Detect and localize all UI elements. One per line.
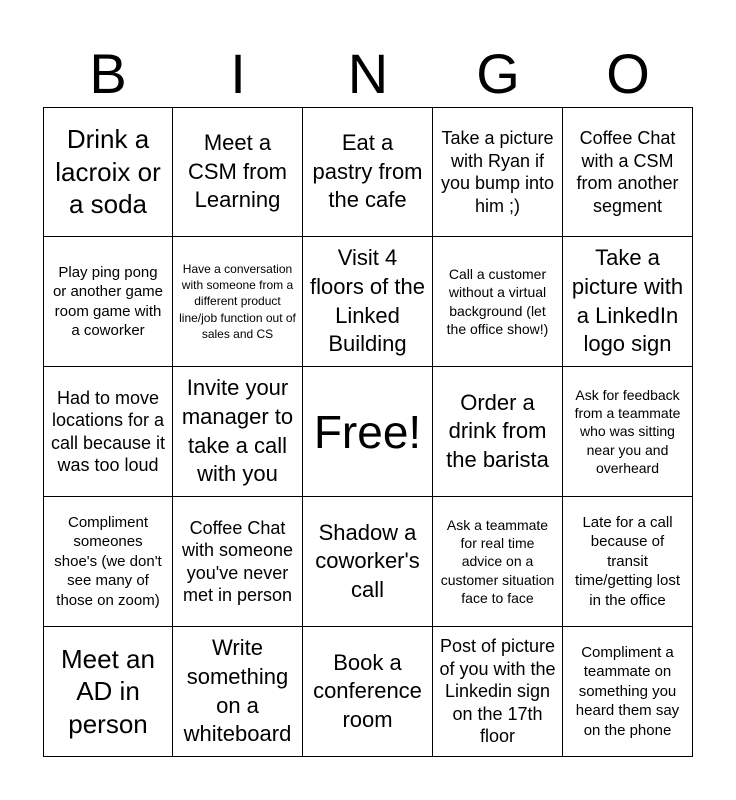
bingo-cell bbox=[173, 627, 303, 757]
bingo-cell bbox=[563, 367, 693, 497]
cell-text: Book a conference room bbox=[313, 649, 422, 732]
cell-text: Compliment a teammate on something you heard them say on the phone bbox=[575, 643, 680, 739]
cell-text: Drink a lacroix or a soda bbox=[55, 124, 161, 220]
cell-text: Coffee Chat with a CSM from another segment bbox=[576, 128, 679, 216]
bingo-cell bbox=[303, 627, 433, 757]
bingo-cell bbox=[43, 627, 173, 757]
bingo-cell bbox=[563, 627, 693, 757]
cell-text: Post of picture of you with the Linkedin sign on the 17th floor bbox=[439, 636, 556, 747]
cell-text: Ask for feedback from a teammate who was sitting near you and overheard bbox=[574, 387, 681, 476]
bingo-cell bbox=[173, 237, 303, 367]
cell-text: Take a picture with Ryan if you bump into him ;) bbox=[440, 128, 555, 216]
header-letter-o: O bbox=[606, 42, 650, 105]
free-space bbox=[303, 367, 433, 497]
bingo-header bbox=[43, 38, 693, 110]
bingo-cell bbox=[43, 237, 173, 367]
cell-text: Visit 4 floors of the Linked Building bbox=[310, 245, 425, 357]
cell-text: Ask a teammate for real time advice on a customer situation face to face bbox=[440, 517, 555, 606]
header-letter-g: G bbox=[476, 42, 520, 105]
cell-text: Have a conversation with someone from a different product line/job function out of sales and CS bbox=[179, 262, 296, 341]
bingo-cell bbox=[433, 627, 563, 757]
cell-text: Call a customer without a virtual background (let the office show!) bbox=[446, 266, 549, 337]
bingo-cell bbox=[433, 237, 563, 367]
cell-text: Write something on a whiteboard bbox=[183, 635, 292, 747]
bingo-cell bbox=[43, 497, 173, 627]
header-letter-i: I bbox=[230, 42, 246, 105]
cell-text: Play ping pong or another game room game with a coworker bbox=[52, 263, 164, 339]
cell-text: Shadow a coworker's call bbox=[315, 519, 420, 602]
cell-text: Coffee Chat with someone you've never met in person bbox=[181, 517, 294, 605]
bingo-cell bbox=[303, 107, 433, 237]
cell-text: Meet an AD in person bbox=[61, 643, 155, 739]
bingo-cell bbox=[563, 107, 693, 237]
bingo-cell bbox=[563, 237, 693, 367]
bingo-cell bbox=[173, 367, 303, 497]
free-text: Free! bbox=[313, 405, 422, 458]
bingo-cell bbox=[303, 237, 433, 367]
header-letter-b: B bbox=[89, 42, 127, 105]
cell-text: Eat a pastry from the cafe bbox=[312, 130, 423, 213]
bingo-cell bbox=[433, 107, 563, 237]
bingo-grid bbox=[43, 107, 693, 757]
bingo-cell bbox=[43, 107, 173, 237]
cell-text: Compliment someones shoe's (we don't see many of those on zoom) bbox=[54, 513, 162, 609]
cell-text: Take a picture with a LinkedIn logo sign bbox=[571, 245, 684, 357]
cell-text: Order a drink from the barista bbox=[446, 389, 549, 472]
cell-text: Meet a CSM from Learning bbox=[188, 130, 287, 213]
cell-text: Invite your manager to take a call with you bbox=[181, 375, 294, 487]
cell-text: Late for a call because of transit time/getting lost in the office bbox=[574, 513, 681, 609]
bingo-cell bbox=[173, 497, 303, 627]
bingo-cell bbox=[173, 107, 303, 237]
bingo-cell bbox=[303, 497, 433, 627]
bingo-cell bbox=[563, 497, 693, 627]
bingo-cell bbox=[43, 367, 173, 497]
cell-text: Had to move locations for a call because it was too loud bbox=[50, 387, 166, 475]
bingo-cell bbox=[433, 497, 563, 627]
bingo-cell bbox=[433, 367, 563, 497]
header-letter-n: N bbox=[347, 42, 389, 105]
